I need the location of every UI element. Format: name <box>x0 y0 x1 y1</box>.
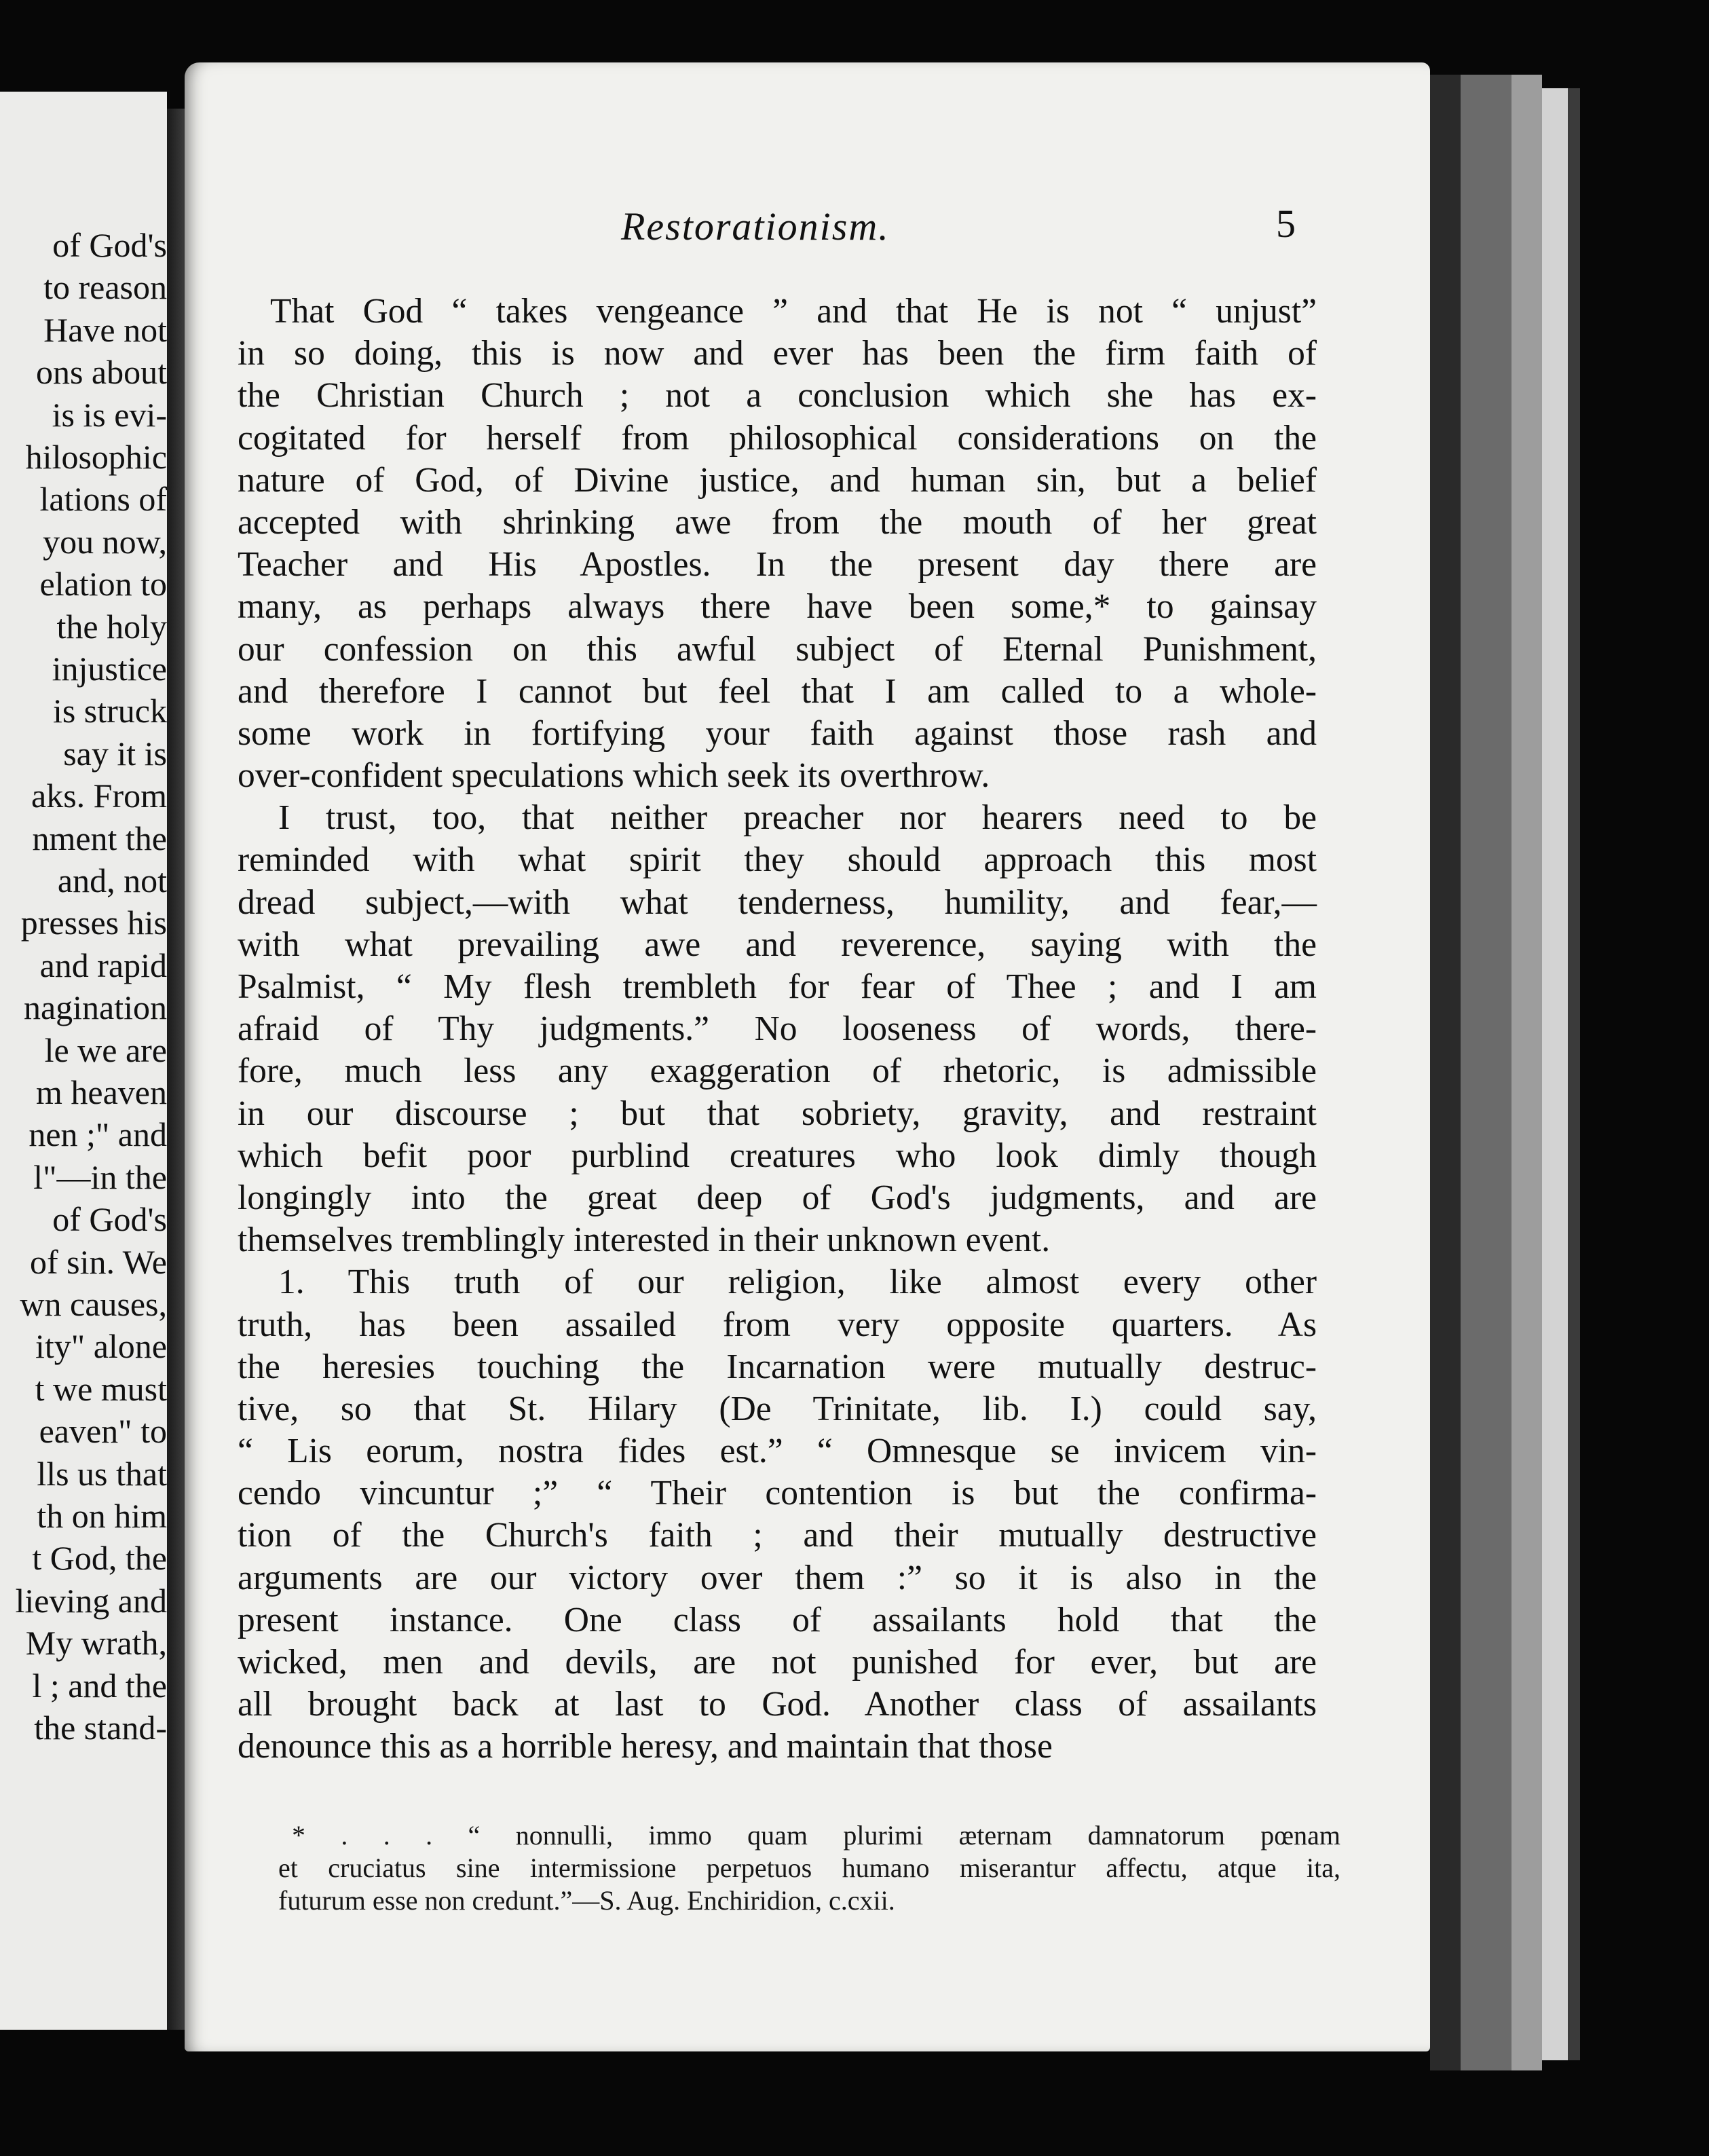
left-page-line: nagination <box>23 988 167 1027</box>
left-page-line: lls us that <box>37 1454 167 1493</box>
left-page-line: the holy <box>56 607 167 646</box>
left-page-line: l ; and the <box>32 1666 167 1705</box>
body-line: tive, so that St. Hilary (De Trinitate, lib. I.) could say, <box>238 1389 1317 1428</box>
body-line: “ Lis eorum, nostra fides est.” “ Omnesque se invicem vin- <box>238 1432 1317 1471</box>
body-text <box>238 291 1317 1768</box>
left-page-line: and, not <box>57 861 167 899</box>
body-line: with what prevailing awe and reverence, saying with the <box>238 925 1317 964</box>
page-edge <box>1542 88 1568 2060</box>
body-line: nature of God, of Divine justice, and human sin, but a belief <box>238 460 1317 500</box>
left-page-line: of sin. We <box>30 1242 167 1281</box>
body-line: arguments are our victory over them :” so it is also in the <box>238 1558 1317 1597</box>
left-page-line: My wrath, <box>25 1624 167 1662</box>
footnote-line: futurum esse non credunt.”—S. Aug. Enchiridion, c.cxii. <box>278 1885 895 1916</box>
body-line: I trust, too, that neither preacher nor hearers need to be <box>278 798 1317 838</box>
body-line: fore, much less any exaggeration of rhetoric, is admissible <box>238 1052 1317 1091</box>
left-page-line: wn causes, <box>20 1285 167 1323</box>
body-line: 1. This truth of our religion, like almost every other <box>278 1263 1317 1302</box>
left-page-line: lations of <box>39 480 167 519</box>
body-line: present instance. One class of assailants hold that the <box>238 1600 1317 1639</box>
left-page-line: hilosophic <box>25 438 167 476</box>
left-page-line: the stand- <box>34 1709 167 1747</box>
left-page-line: l"—in the <box>33 1157 167 1196</box>
left-page-line: ity" alone <box>35 1327 167 1366</box>
body-line: dread subject,—with what tenderness, humility, and fear,— <box>238 882 1317 922</box>
body-line: the Christian Church ; not a conclusion which she has ex- <box>238 376 1317 415</box>
left-page-line: is is evi- <box>52 395 167 434</box>
left-page-line: injustice <box>52 650 167 688</box>
left-page-line: say it is <box>63 734 167 773</box>
body-line: in so doing, this is now and ever has been the firm faith of <box>238 334 1317 373</box>
left-page-line: eaven" to <box>39 1412 167 1451</box>
running-head: Restorationism. <box>621 204 890 248</box>
page-edge <box>1511 75 1542 2070</box>
body-line: afraid of Thy judgments.” No looseness of words, there- <box>238 1009 1317 1049</box>
body-line: Psalmist, “ My flesh trembleth for fear of Thee ; and I am <box>238 967 1317 1006</box>
footnote-line: * . . . “ nonnulli, immo quam plurimi æternam damnatorum pœnam <box>292 1820 1340 1851</box>
body-line: truth, has been assailed from very opposite quarters. As <box>238 1305 1317 1344</box>
body-line: the heresies touching the Incarnation were mutually destruc- <box>238 1347 1317 1386</box>
left-page-line: is struck <box>52 692 167 730</box>
left-page-line: t God, the <box>32 1539 167 1578</box>
body-line: all brought back at last to God. Another class of assailants <box>238 1685 1317 1724</box>
left-page-line: le we are <box>44 1030 167 1069</box>
page-edge <box>1461 75 1511 2070</box>
body-line: tion of the Church's faith ; and their mutually destructive <box>238 1516 1317 1555</box>
footnote-line: et cruciatus sine intermissione perpetuos humano miserantur affectu, atque ita, <box>278 1853 1340 1883</box>
body-line: accepted with shrinking awe from the mouth of her great <box>238 502 1317 542</box>
left-page-line: elation to <box>39 565 167 603</box>
body-line: longingly into the great deep of God's judgments, and are <box>238 1178 1317 1217</box>
left-page-line: of God's <box>52 1200 167 1239</box>
footnote <box>278 1819 1340 1917</box>
page-edge <box>1430 75 1461 2070</box>
left-page-line: ons about <box>35 353 167 392</box>
left-page-line: you now, <box>43 522 167 561</box>
body-line: Teacher and His Apostles. In the present day there are <box>238 545 1317 584</box>
body-line: themselves tremblingly interested in their unknown event. <box>238 1221 1051 1260</box>
body-line: many, as perhaps always there have been some,* to gainsay <box>238 587 1317 627</box>
body-line: That God “ takes vengeance ” and that He is not “ unjust” <box>270 292 1317 331</box>
page-edge <box>1568 88 1580 2060</box>
left-page-line: t we must <box>35 1369 167 1408</box>
left-page-line: aks. From <box>31 777 167 815</box>
left-page-line: nen ;" and <box>29 1115 167 1154</box>
body-line: denounce this as a horrible heresy, and maintain that those <box>238 1727 1053 1766</box>
left-page-line: Have not <box>43 310 167 349</box>
left-page-line: of God's <box>52 226 167 264</box>
body-line: cogitated for herself from philosophical considerations on the <box>238 418 1317 458</box>
left-page-line: nment the <box>32 819 167 857</box>
body-line: and therefore I cannot but feel that I am called to a whole- <box>238 671 1317 711</box>
previous-page-fragment <box>0 92 167 2030</box>
body-line: reminded with what spirit they should approach this most <box>238 840 1317 880</box>
body-line: which befit poor purblind creatures who look dimly though <box>238 1136 1317 1175</box>
left-page-line: presses his <box>20 904 167 942</box>
body-line: over-confident speculations which seek its overthrow. <box>238 756 990 796</box>
body-line: wicked, men and devils, are not punished for ever, but are <box>238 1643 1317 1681</box>
body-line: our confession on this awful subject of Eternal Punishment, <box>238 629 1317 669</box>
body-line: some work in fortifying your faith against those rash and <box>238 713 1317 753</box>
left-page-line: th on him <box>37 1497 167 1535</box>
body-line: cendo vincuntur ;” “ Their contention is but the confirma- <box>238 1474 1317 1513</box>
page-number: 5 <box>1276 202 1296 246</box>
left-page-line: to reason <box>43 268 167 307</box>
left-page-line: m heaven <box>36 1073 167 1111</box>
body-line: in our discourse ; but that sobriety, gravity, and restraint <box>238 1094 1317 1133</box>
left-page-line: and rapid <box>39 946 167 984</box>
left-page-line: lieving and <box>15 1581 167 1620</box>
